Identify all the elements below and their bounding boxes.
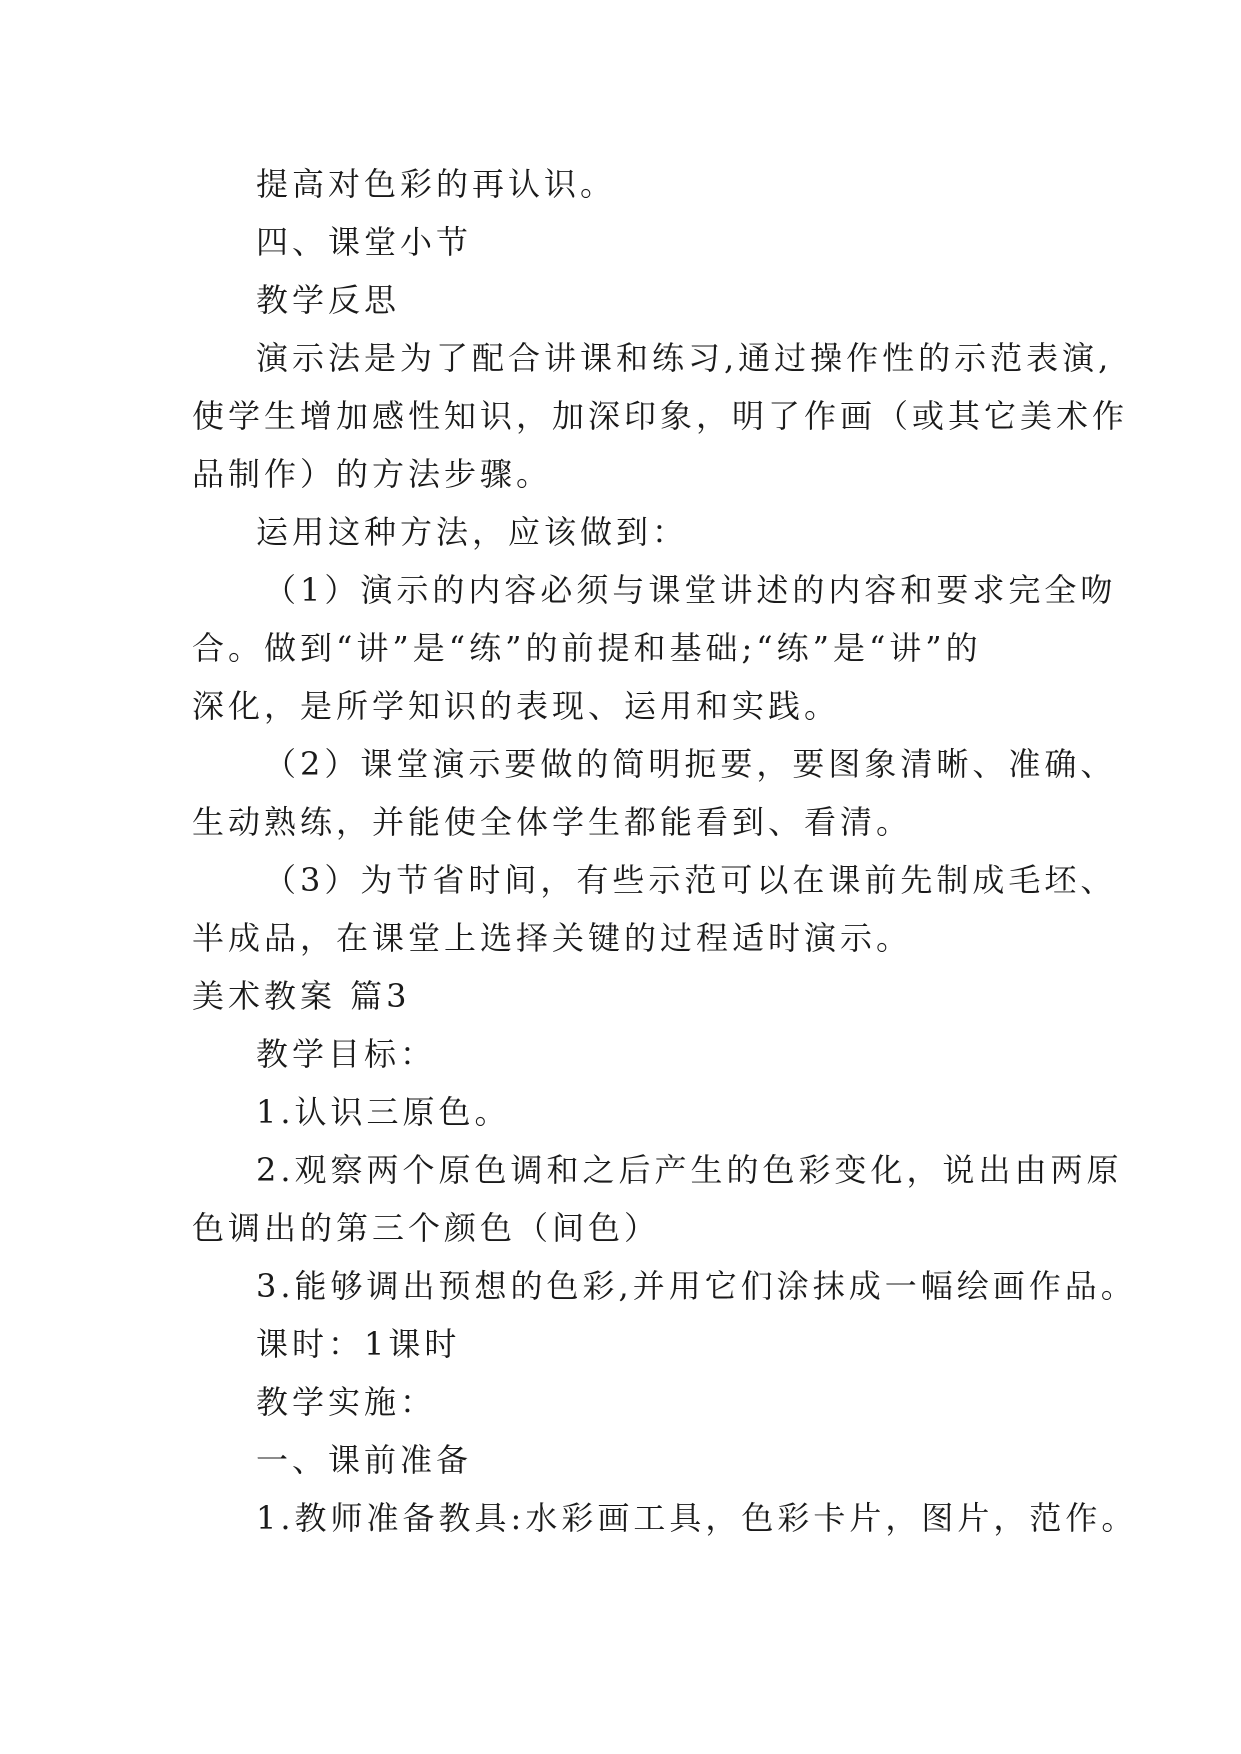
list-item: （3）为节省时间，有些示范可以在课前先制成毛坯、 [264,861,1117,899]
section-heading: 教学反思 [256,281,401,319]
paragraph-line: 提高对色彩的再认识。 [256,165,617,203]
section-heading: 一、课前准备 [256,1441,473,1479]
paragraph-line: 色调出的第三个颜色（间色） [192,1209,661,1247]
paragraph-line: 演示法是为了配合讲课和练习,通过操作性的示范表演, [256,339,1113,377]
section-heading: 教学目标： [256,1035,437,1073]
list-item: （1）演示的内容必须与课堂讲述的内容和要求完全吻 [264,571,1117,609]
paragraph-line: 深化，是所学知识的表现、运用和实践。 [192,687,841,725]
list-item: 2.观察两个原色调和之后产生的色彩变化，说出由两原 [256,1151,1123,1189]
paragraph-line: 课时：1课时 [256,1325,461,1363]
list-item: 1.教师准备教具:水彩画工具，色彩卡片，图片，范作。 [256,1499,1138,1537]
paragraph-line: 半成品，在课堂上选择关键的过程适时演示。 [192,919,913,957]
list-item: 3.能够调出预想的色彩,并用它们涂抹成一幅绘画作品。 [256,1267,1137,1305]
section-heading: 四、课堂小节 [256,223,473,261]
section-heading: 教学实施： [256,1383,437,1421]
paragraph-line: 使学生增加感性知识，加深印象，明了作画（或其它美术作 [192,397,1129,435]
paragraph-line: 运用这种方法，应该做到： [256,513,689,551]
article-title: 美术教案 篇3 [192,977,411,1015]
list-item: 1.认识三原色。 [256,1093,511,1131]
paragraph-line: 生动熟练，并能使全体学生都能看到、看清。 [192,803,913,841]
list-item: （2）课堂演示要做的简明扼要，要图象清晰、准确、 [264,745,1117,783]
paragraph-line: 品制作）的方法步骤。 [192,455,553,493]
paragraph-line: 合。做到“讲”是“练”的前提和基础;“练”是“讲”的 [192,629,982,667]
